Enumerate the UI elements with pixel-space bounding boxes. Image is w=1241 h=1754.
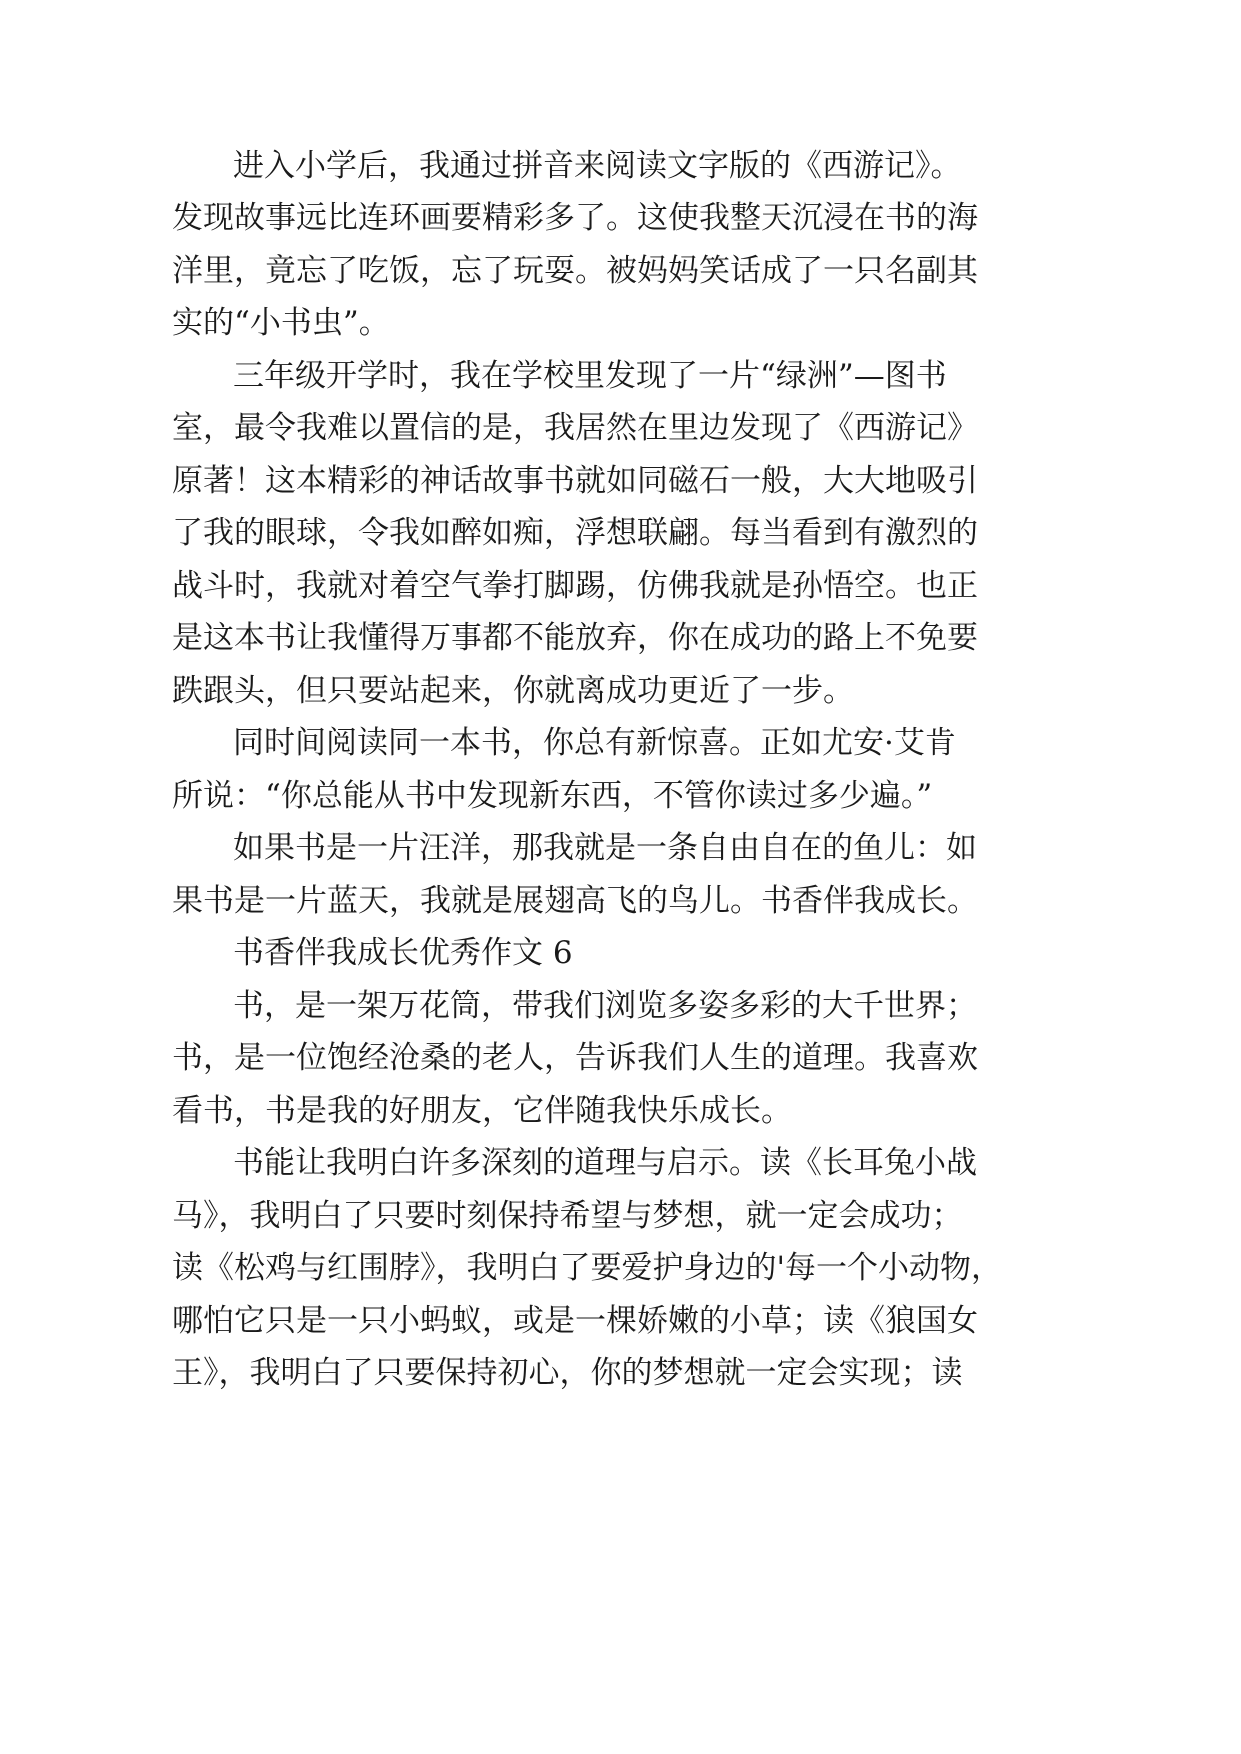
paragraph-line: 书能让我明白许多深刻的道理与启示。读《长耳兔小战 (233, 1145, 977, 1181)
paragraph-line: 书，是一位饱经沧桑的老人，告诉我们人生的道理。我喜欢 (172, 1040, 978, 1076)
paragraph-line: 战斗时，我就对着空气拳打脚踢，仿佛我就是孙悟空。也正 (172, 568, 978, 604)
paragraph-line: 看书，书是我的好朋友，它伴随我快乐成长。 (172, 1093, 792, 1129)
paragraph-line: 三年级开学时，我在学校里发现了一片“绿洲”—图书 (233, 358, 947, 394)
paragraph-line: 是这本书让我懂得万事都不能放弃，你在成功的路上不免要 (172, 620, 978, 656)
section-heading: 书香伴我成长优秀作文 6 (233, 935, 573, 971)
paragraph-line: 同时间阅读同一本书，你总有新惊喜。正如尤安·艾肯 (233, 725, 956, 761)
paragraph-line: 读《松鸡与红围脖》，我明白了要爱护身边的'每一个小动物， (172, 1250, 1003, 1286)
paragraph-line: 如果书是一片汪洋，那我就是一条自由自在的鱼儿：如 (233, 830, 977, 866)
paragraph-line: 果书是一片蓝天，我就是展翅高飞的鸟儿。书香伴我成长。 (172, 883, 978, 919)
paragraph-line: 了我的眼球，令我如醉如痴，浮想联翩。每当看到有激烈的 (172, 515, 978, 551)
paragraph-line: 书，是一架万花筒，带我们浏览多姿多彩的大千世界； (233, 988, 977, 1024)
paragraph-line: 原著！这本精彩的神话故事书就如同磁石一般，大大地吸引 (172, 463, 978, 499)
paragraph-line: 发现故事远比连环画要精彩多了。这使我整天沉浸在书的海 (172, 200, 978, 236)
paragraph-line: 所说：“你总能从书中发现新东西，不管你读过多少遍。” (172, 778, 933, 814)
paragraph-line: 王》，我明白了只要保持初心，你的梦想就一定会实现；读 (172, 1355, 963, 1391)
paragraph-line: 洋里，竟忘了吃饭，忘了玩耍。被妈妈笑话成了一只名副其 (172, 253, 978, 289)
paragraph-line: 室，最令我难以置信的是，我居然在里边发现了《西游记》 (172, 410, 978, 446)
paragraph-line: 跌跟头，但只要站起来，你就离成功更近了一步。 (172, 673, 854, 709)
paragraph-line: 实的“小书虫”。 (172, 305, 390, 341)
paragraph-line: 哪怕它只是一只小蚂蚁，或是一棵娇嫩的小草；读《狼国女 (172, 1303, 978, 1339)
paragraph-line: 进入小学后，我通过拼音来阅读文字版的《西游记》。 (233, 148, 962, 184)
paragraph-line: 马》，我明白了只要时刻保持希望与梦想，就一定会成功； (172, 1198, 963, 1234)
